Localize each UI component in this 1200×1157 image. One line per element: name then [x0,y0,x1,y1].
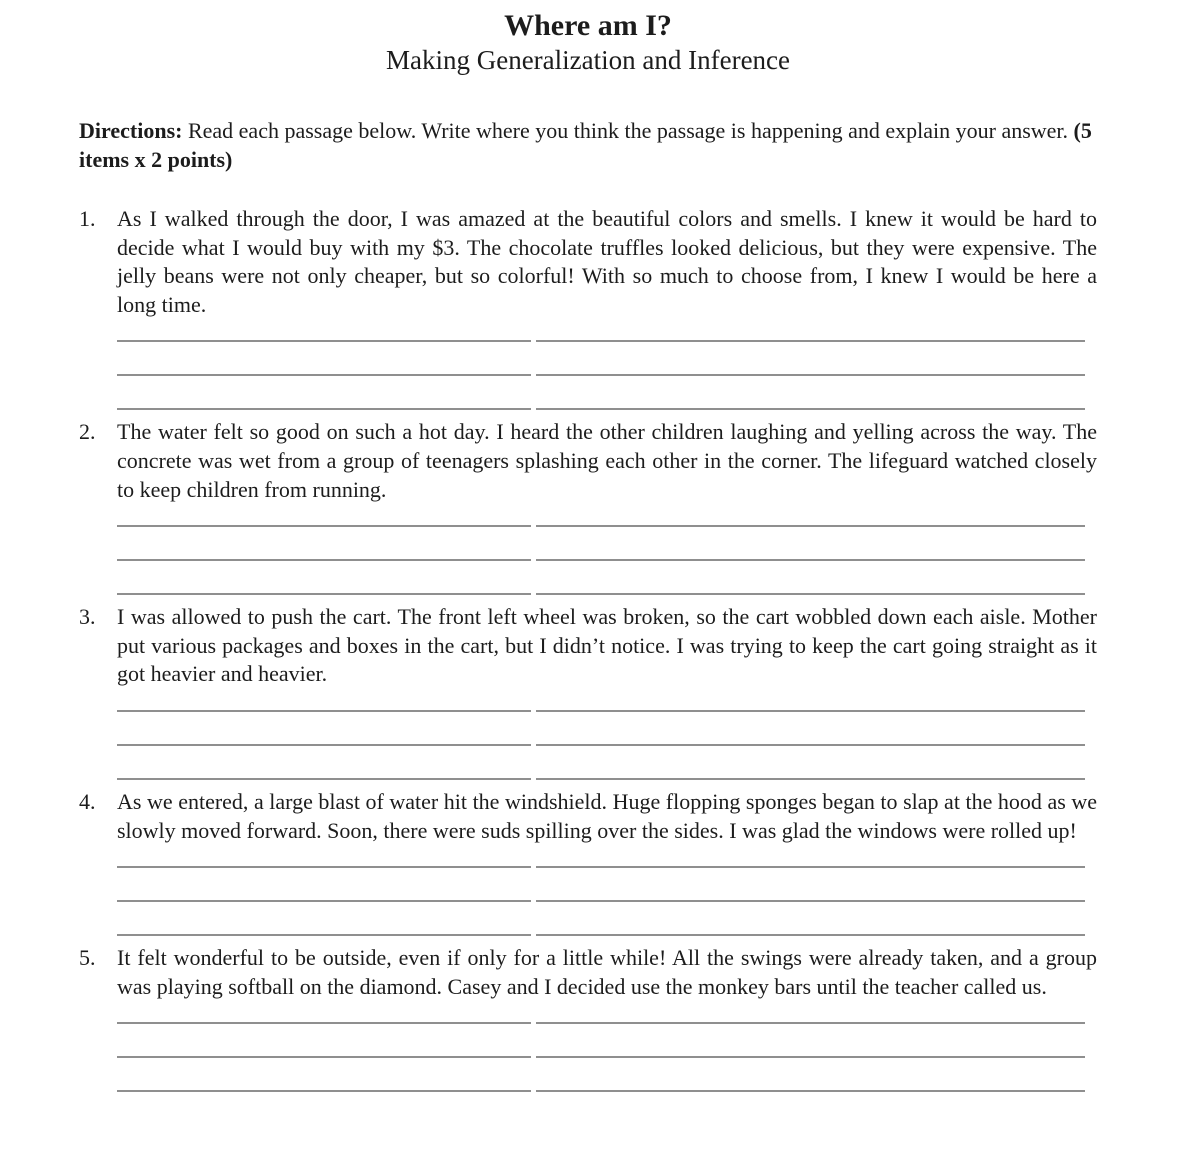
blank-line-segment [117,866,531,902]
answer-blank-line [117,527,1085,561]
answer-blank-line [117,746,1085,780]
blank-line-segment [536,340,1085,376]
item-body [117,418,1097,603]
blank-line-segment [117,491,531,527]
answer-blank-line [117,1058,1085,1092]
answer-blank-line [117,376,1085,410]
blank-line-segment [536,900,1085,936]
blank-line-segment [536,491,1085,527]
blank-line-segment [117,525,531,561]
blank-line-segment [117,676,531,712]
item-number: 4. [79,788,96,814]
answer-blank-line [117,868,1085,902]
item-number: 3. [79,604,96,630]
blank-line-segment [536,744,1085,780]
blank-line-segment [117,340,531,376]
item-body [117,603,1097,788]
passage-item-2 [79,418,1097,603]
answer-blank-line [117,902,1085,936]
answer-blank-line [117,678,1085,712]
answer-blank-line [117,342,1085,376]
passage-item-5 [79,944,1097,1100]
blank-line-segment [536,374,1085,410]
blank-line-segment [536,988,1085,1024]
answer-blanks [117,834,1085,936]
blank-line-segment [536,676,1085,712]
blank-line-segment [117,1022,531,1058]
item-number: 2. [79,419,96,445]
passage-text: As I walked through the door, I was amazed at the beautiful colors and smells. I knew it would be hard to decide what I would buy with my $3. The chocolate truffles looked delicious, but they were expensive. The jelly beans were not only cheaper, but so colorful! With so much to choose from, I knew I would be here a long time. [117,206,1097,317]
answer-blank-line [117,308,1085,342]
item-body [117,788,1097,944]
passage-item-4 [79,788,1097,944]
blank-line-segment [117,306,531,342]
answer-blank-line [117,834,1085,868]
blank-line-segment [117,1056,531,1092]
blank-line-segment [536,1056,1085,1092]
answer-blanks [117,990,1085,1092]
item-number: 5. [79,945,96,971]
blank-line-segment [536,559,1085,595]
page-title: Where am I? [504,9,672,42]
blank-line-segment [536,1022,1085,1058]
blank-line-segment [536,866,1085,902]
answer-blanks [117,308,1085,410]
passage-item-3 [79,603,1097,788]
passage-text: As we entered, a large blast of water hit the windshield. Huge flopping sponges began to slap at the hood as we slowly moved forward. Soon, there were suds spilling over the sides. I was glad the windows were rolled up! [117,788,1097,843]
answer-blanks [117,493,1085,595]
blank-line-segment [117,900,531,936]
item-body [117,205,1097,418]
passage-text: It felt wonderful to be outside, even if only for a little while! All the swings were already taken, and a group was playing softball on the diamond. Casey and I decided use the monkey bars until the teacher called us. [117,945,1097,999]
directions-paragraph [79,116,1097,174]
answer-blank-line [117,990,1085,1024]
directions-text: Read each passage below. Write where you think the passage is happening and explain your answer. [182,118,1074,143]
answer-blank-line [117,493,1085,527]
passage-text: The water felt so good on such a hot day. I heard the other children laughing and yelling across the way. The concrete was wet from a group of teenagers splashing each other in the corner. The lifeguard watched closely to keep children from running. [117,419,1097,502]
answer-blanks [117,678,1085,780]
item-body [117,944,1097,1100]
passage-item-1 [79,205,1097,418]
blank-line-segment [536,832,1085,868]
blank-line-segment [117,374,531,410]
directions-label: Directions: [79,118,183,143]
answer-blank-line [117,712,1085,746]
blank-line-segment [536,306,1085,342]
answer-blank-line [117,1024,1085,1058]
passage-list [79,205,1097,1100]
page-subtitle: Making Generalization and Inference [385,45,791,75]
blank-line-segment [117,832,531,868]
blank-line-segment [117,988,531,1024]
item-number: 1. [79,206,96,231]
passage-text: I was allowed to push the cart. The front left wheel was broken, so the cart wobbled down each aisle. Mother put various packages and boxes in the cart, but I didn’t notice. I was trying to keep the cart going straight as it got heavier and heavier. [117,604,1097,687]
directions-points: (5 items x 2 points) [79,118,1092,172]
blank-line-segment [536,525,1085,561]
blank-line-segment [117,710,531,746]
answer-blank-line [117,561,1085,595]
blank-line-segment [117,744,531,780]
blank-line-segment [536,710,1085,746]
blank-line-segment [117,559,531,595]
